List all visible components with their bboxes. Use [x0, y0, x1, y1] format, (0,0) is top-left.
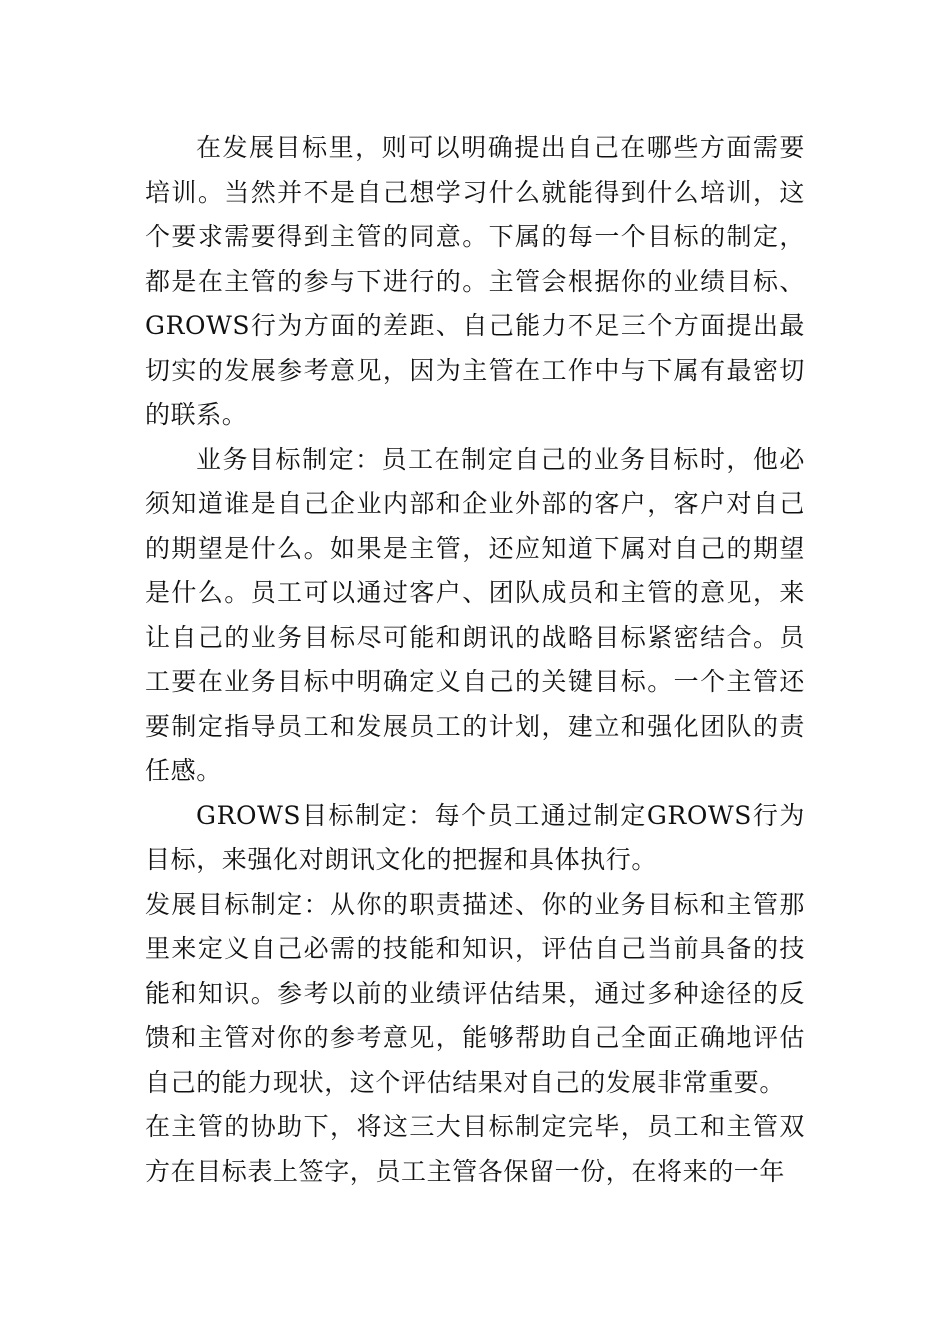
- paragraph-grows-goals: GROWS目标制定：每个员工通过制定GROWS行为目标，来强化对朗讯文化的把握和具体执行。: [145, 800, 805, 874]
- paragraph-signing: 在主管的协助下，将这三大目标制定完毕，员工和主管双方在目标表上签字，员工主管各保留一份，在将来的一年: [145, 1112, 805, 1186]
- paragraph-business-goals: 业务目标制定：员工在制定自己的业务目标时，他必须知道谁是自己企业内部和企业外部的客户，客户对自己的期望是什么。如果是主管，还应知道下属对自己的期望是什么。员工可以通过客户、团队成员和主管的意见，来让自己的业务目标尽可能和朗讯的战略目标紧密结合。员工要在业务目标中明确定义自己的关键目标。一个主管还要制定指导员工和发展员工的计划，建立和强化团队的责任感。: [145, 444, 805, 785]
- document-body: [145, 126, 805, 1194]
- paragraph-development-goal-setting: 发展目标制定：从你的职责描述、你的业务目标和主管那里来定义自己必需的技能和知识，评估自己当前具备的技能和知识。参考以前的业绩评估结果，通过多种途径的反馈和主管对你的参考意见，能够帮助自己全面正确地评估自己的能力现状，这个评估结果对自己的发展非常重要。: [145, 889, 805, 1097]
- paragraph-development-goals: 在发展目标里，则可以明确提出自己在哪些方面需要培训。当然并不是自己想学习什么就能得到什么培训，这个要求需要得到主管的同意。下属的每一个目标的制定，都是在主管的参与下进行的。主管会根据你的业绩目标、GROWS行为方面的差距、自己能力不足三个方面提出最切实的发展参考意见，因为主管在工作中与下属有最密切的联系。: [145, 133, 805, 429]
